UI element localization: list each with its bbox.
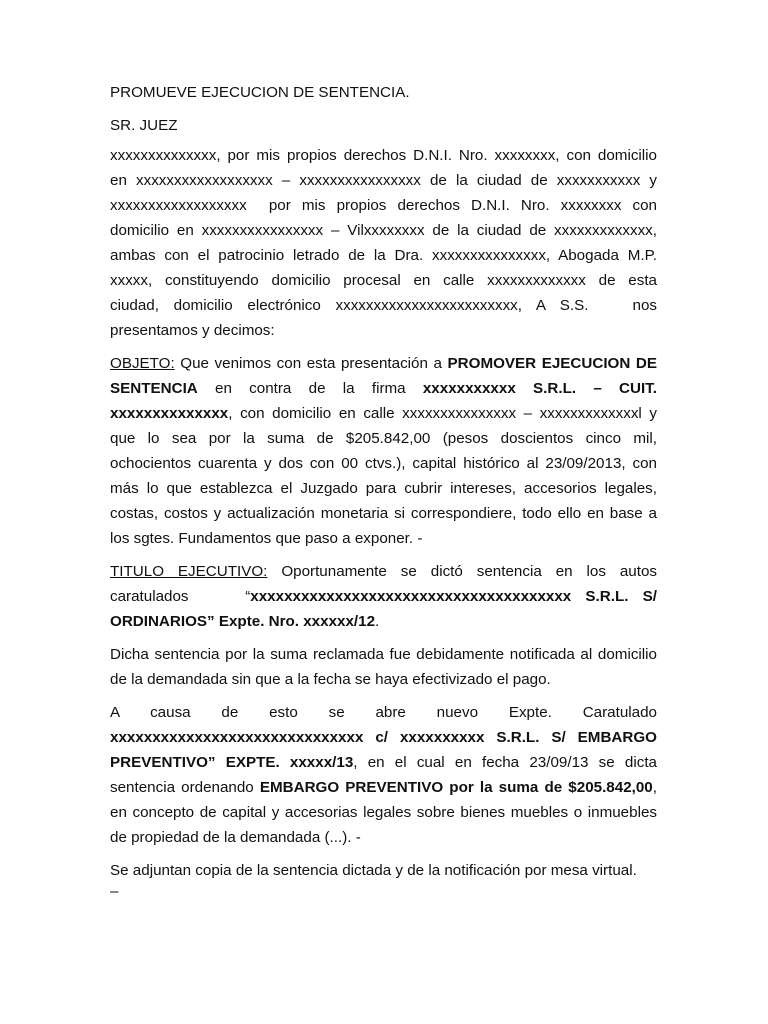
objeto-paragraph: [110, 351, 657, 551]
bold-run: PROMOVER EJECUCION DE: [447, 355, 657, 372]
text-line: A causa de esto se abre nuevo Expte. Caratulado: [110, 704, 657, 721]
text-line: [110, 725, 657, 750]
text-line: [110, 775, 657, 800]
text-line: de la demandada sin que a la fecha se haya efectivizado el pago.: [110, 671, 551, 688]
bold-run: xxxxxxxxxxxxxxxxxxxxxxxxxxxxxxxxxxxxxx S.R.L. S/: [250, 588, 657, 605]
document-page: [110, 80, 657, 901]
text-line: de propiedad de la demandada (...). -: [110, 829, 361, 846]
text-line: ciudad, domicilio electrónico xxxxxxxxxxxxxxxxxxxxxxxx, A S.S. nos: [110, 297, 657, 314]
objeto-heading: OBJETO:: [110, 355, 175, 372]
text-line: Se adjuntan copia de la sentencia dictada y de la notificación por mesa virtual.: [110, 862, 637, 879]
bold-run: EMBARGO PREVENTIVO por la suma de $205.842,00: [259, 779, 653, 796]
text-line: ochocientos cuarenta y dos con 00 ctvs.), capital histórico al 23/09/2013, con: [110, 455, 657, 472]
addressee: SR. JUEZ: [110, 117, 178, 134]
text-line: domicilio en xxxxxxxxxxxxxxxx – Vilxxxxxxxx de la ciudad de xxxxxxxxxxxxx,: [110, 222, 657, 239]
text-run: Que venimos con esta presentación a: [174, 355, 448, 372]
text-run: Oportunamente se dictó sentencia en los autos: [267, 563, 658, 580]
text-run: .: [375, 613, 380, 630]
text-line: xxxxxxxxxxxxxx, por mis propios derechos D.N.I. Nro. xxxxxxxx, con domicilio: [110, 147, 657, 164]
intro-paragraph: [110, 143, 657, 343]
causa-paragraph: [110, 700, 657, 850]
text-line: –: [110, 883, 119, 900]
text-line: [110, 584, 657, 609]
text-line: los sgtes. Fundamentos que paso a exponer. -: [110, 530, 423, 547]
text-line: [110, 401, 657, 426]
text-line: más lo que establezca el Juzgado para cubrir intereses, accesorios legales,: [110, 480, 657, 497]
text-line: que lo sea por la suma de $205.842,00 (pesos doscientos cinco mil,: [110, 430, 657, 447]
bold-run: xxxxxxxxxxxxxxxxxxxxxxxxxxxxxx c/ xxxxxxxxxx S.R.L. S/ EMBARGO: [110, 729, 657, 746]
text-run: caratulados “: [110, 588, 251, 605]
text-run: sentencia ordenando: [110, 779, 260, 796]
bold-run: xxxxxxxxxxxxxx: [110, 405, 229, 422]
text-line: presentamos y decimos:: [110, 322, 275, 339]
document-title: PROMUEVE EJECUCION DE SENTENCIA.: [110, 84, 410, 101]
bold-run: SENTENCIA: [110, 380, 198, 397]
text-run: ,: [652, 779, 657, 796]
text-line: [110, 351, 657, 376]
text-line: [110, 750, 657, 775]
text-line: ambas con el patrocinio letrado de la Dra. xxxxxxxxxxxxxxx, Abogada M.P.: [110, 247, 657, 264]
bold-run: ORDINARIOS” Expte. Nro. xxxxxx/12: [110, 613, 376, 630]
text-run: , con domicilio en calle xxxxxxxxxxxxxxx – xxxxxxxxxxxxxl y: [228, 405, 657, 422]
bold-run: xxxxxxxxxxx S.R.L. – CUIT.: [422, 380, 657, 397]
text-line: [110, 609, 657, 634]
dicha-paragraph: [110, 642, 657, 692]
text-run: en contra de la firma: [197, 380, 423, 397]
text-line: Dicha sentencia por la suma reclamada fue debidamente notificada al domicilio: [110, 646, 657, 663]
bold-run: PREVENTIVO” EXPTE. xxxxx/13: [110, 754, 354, 771]
text-line: [110, 559, 657, 584]
titulo-paragraph: [110, 559, 657, 634]
text-line: en xxxxxxxxxxxxxxxxxx – xxxxxxxxxxxxxxxx de la ciudad de xxxxxxxxxxx y: [110, 172, 657, 189]
adjuntan-paragraph: [110, 858, 657, 901]
text-line: costas, costos y actualización monetaria si correspondiere, todo ello en base a: [110, 505, 657, 522]
text-line: en concepto de capital y accesorias legales sobre bienes muebles o inmuebles: [110, 804, 657, 821]
text-line: [110, 376, 657, 401]
text-run: , en el cual en fecha 23/09/13 se dicta: [353, 754, 657, 771]
titulo-heading: TITULO EJECUTIVO:: [110, 563, 268, 580]
text-line: xxxxx, constituyendo domicilio procesal en calle xxxxxxxxxxxxx de esta: [110, 272, 657, 289]
text-line: xxxxxxxxxxxxxxxxxx por mis propios derechos D.N.I. Nro. xxxxxxxx con: [110, 197, 657, 214]
